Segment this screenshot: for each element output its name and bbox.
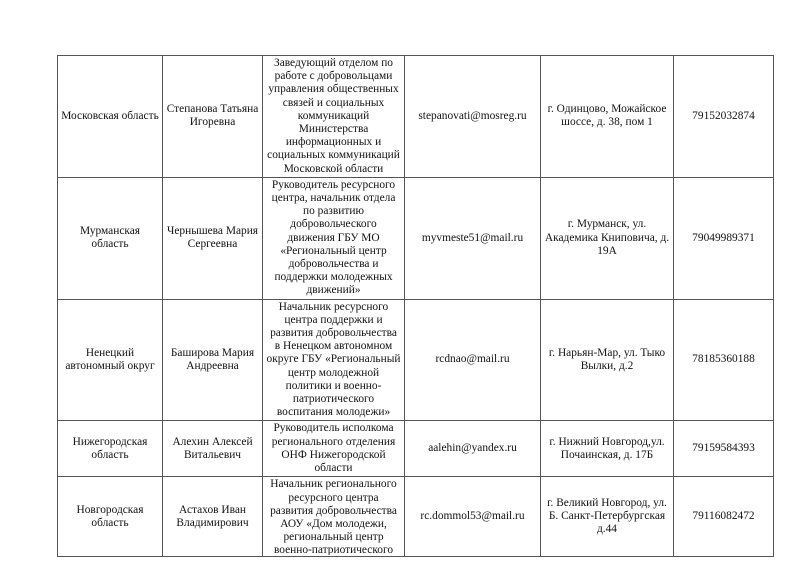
position-text-truncated: Начальник регионального ресурсного центра развития добровольчества АОУ «Дом молодежи, региональный центр военно-патриотического [270, 478, 397, 556]
email-cell: rcdnao@mail.ru [405, 299, 541, 421]
name-cell: Астахов Иван Владимирович [163, 477, 263, 557]
table-row [58, 177, 774, 299]
name-cell: Чернышева Мария Сергеевна [163, 177, 263, 299]
name-cell: Баширова Мария Андреевна [163, 299, 263, 421]
name-cell: Алехин Алексей Витальевич [163, 421, 263, 477]
address-cell: г. Мурманск, ул. Академика Книповича, д. 19А [541, 177, 674, 299]
email-cell: stepanovati@mosreg.ru [405, 56, 541, 178]
phone-cell: 79116082472 [674, 477, 774, 557]
phone-cell: 79049989371 [674, 177, 774, 299]
region-cell: Новгородская область [58, 477, 163, 557]
email-cell: myvmeste51@mail.ru [405, 177, 541, 299]
email-cell: rc.dommol53@mail.ru [405, 477, 541, 557]
position-cell: Руководитель исполкома регионального отделения ОНФ Нижегородской области [263, 421, 405, 477]
position-cell [263, 477, 405, 557]
name-cell: Степанова Татьяна Игоревна [163, 56, 263, 178]
table-row [58, 299, 774, 421]
position-cell: Руководитель ресурсного центра, начальник отдела по развитию добровольческого движения ГБУ МО «Региональный центр добровольчества и поддержки молодежных движений» [263, 177, 405, 299]
table-row [58, 56, 774, 178]
email-cell: aalehin@yandex.ru [405, 421, 541, 477]
phone-cell: 79152032874 [674, 56, 774, 178]
region-cell: Ненецкий автономный округ [58, 299, 163, 421]
position-cell: Заведующий отделом по работе с добровольцами управления общественных связей и социальных коммуникаций Министерства информационных и социальных коммуникаций Московской области [263, 56, 405, 178]
address-cell: г. Одинцово, Можайское шоссе, д. 38, пом 1 [541, 56, 674, 178]
phone-cell: 79159584393 [674, 421, 774, 477]
position-cell: Начальник ресурсного центра поддержки и развития добровольчества в Ненецком автономном округе ГБУ «Региональный центр молодежной политики и военно-патриотического воспитания молодежи» [263, 299, 405, 421]
region-cell: Нижегородская область [58, 421, 163, 477]
contacts-table [57, 55, 774, 557]
address-cell: г. Нарьян-Мар, ул. Тыко Вылки, д.2 [541, 299, 674, 421]
table-row [58, 421, 774, 477]
region-cell: Московская область [58, 56, 163, 178]
table-row [58, 477, 774, 557]
phone-cell: 78185360188 [674, 299, 774, 421]
address-cell: г. Нижний Новгород,ул. Почаинская, д. 17Б [541, 421, 674, 477]
region-cell: Мурманская область [58, 177, 163, 299]
address-cell: г. Великий Новгород, ул. Б. Санкт-Петербургская д.44 [541, 477, 674, 557]
